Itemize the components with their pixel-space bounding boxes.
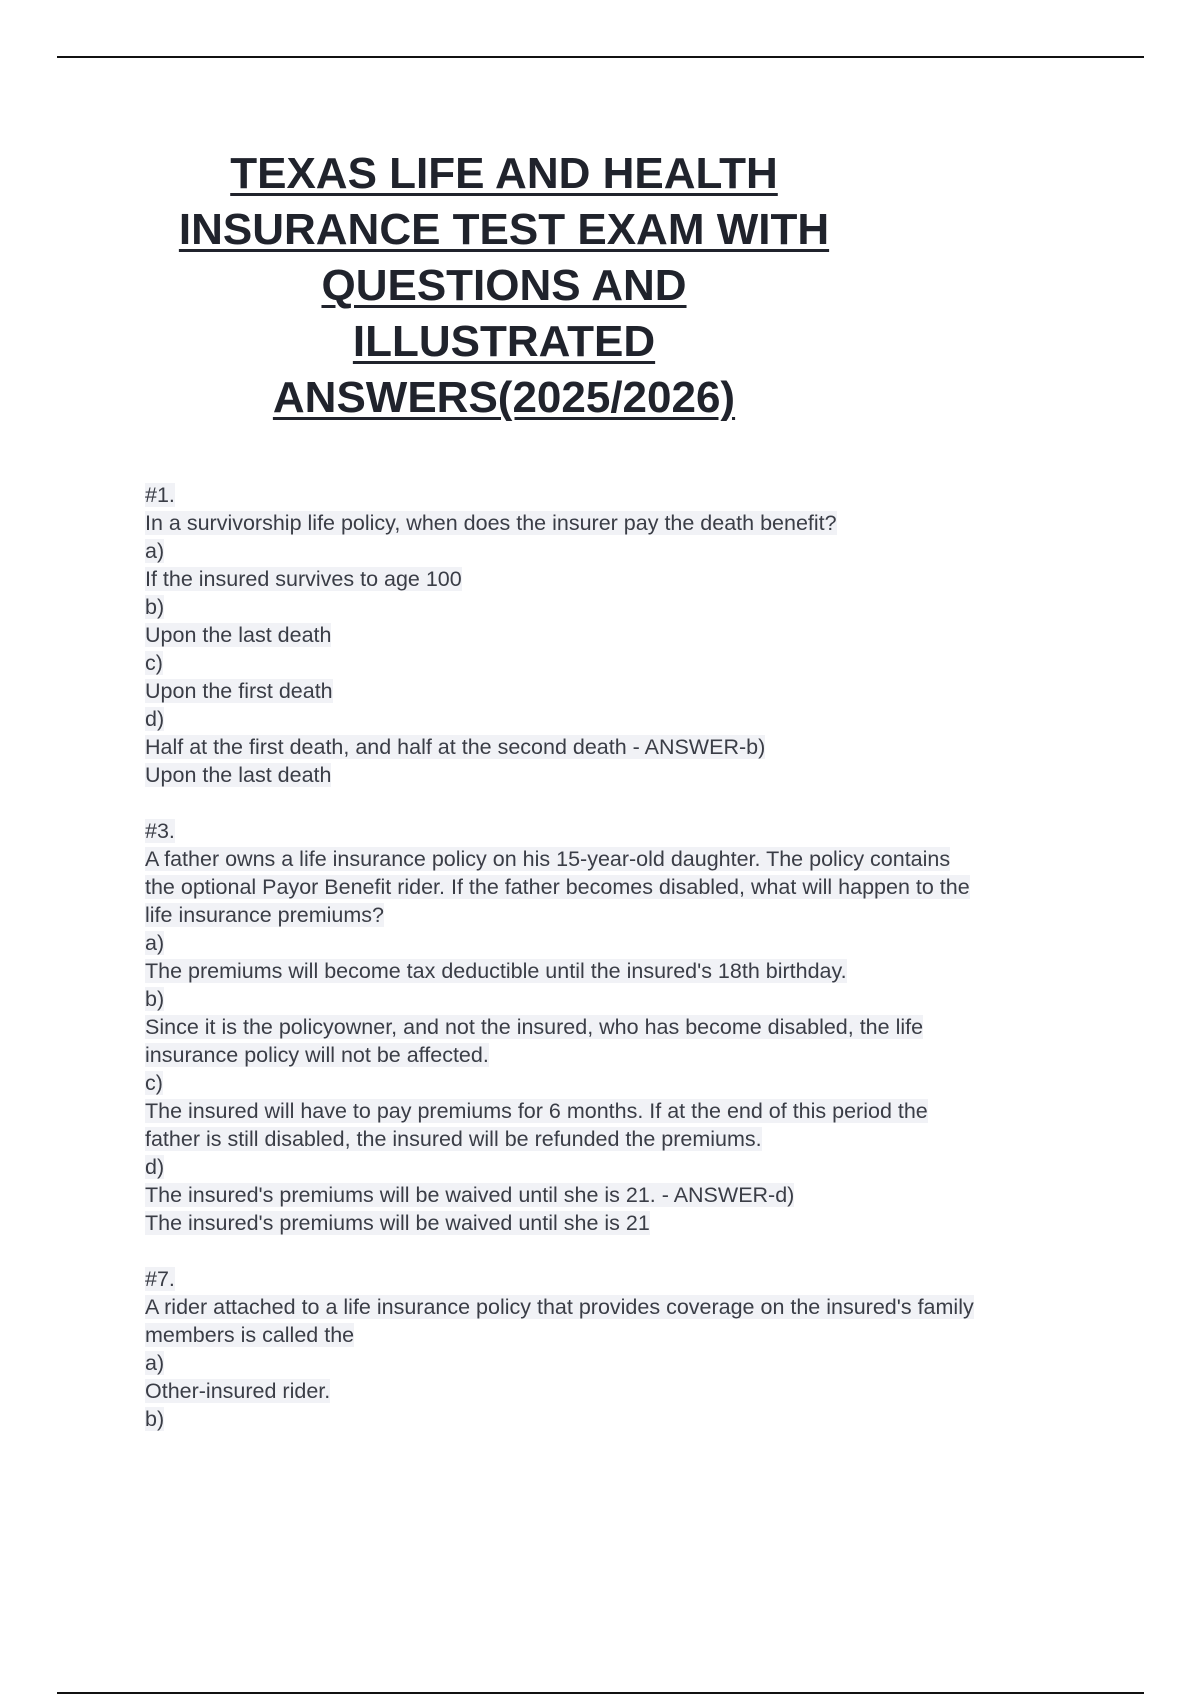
title-line	[124, 146, 884, 202]
title-line-text: ILLUSTRATED	[352, 317, 656, 366]
option-text: The insured's premiums will be waived until she is 21. - ANSWER-d)	[145, 1183, 795, 1207]
option-text: insurance policy will not be affected.	[145, 1043, 489, 1067]
question-prompt: members is called the	[145, 1323, 355, 1347]
title-line	[124, 258, 884, 314]
option-letter: b)	[145, 987, 165, 1011]
option-text: Since it is the policyowner, and not the insured, who has become disabled, the life	[145, 1015, 924, 1039]
option-text: Upon the first death	[145, 679, 333, 703]
option-letter: b)	[145, 1407, 165, 1431]
question-item	[145, 1265, 1085, 1433]
option-letter: d)	[145, 707, 165, 731]
option-text: The insured will have to pay premiums for 6 months. If at the end of this period the	[145, 1099, 928, 1123]
option-letter: a)	[145, 1351, 165, 1375]
title-line	[124, 202, 884, 258]
title-line-text: ANSWERS(2025/2026)	[272, 373, 736, 422]
option-text: If the insured survives to age 100	[145, 567, 462, 591]
question-prompt: the optional Payor Benefit rider. If the father becomes disabled, what will happen to the	[145, 875, 970, 899]
option-text: Other-insured rider.	[145, 1379, 331, 1403]
answer-text: Upon the last death	[145, 763, 332, 787]
question-list	[145, 481, 1085, 1461]
question-prompt: In a survivorship life policy, when does the insurer pay the death benefit?	[145, 511, 837, 535]
question-item	[145, 817, 1085, 1237]
option-letter: a)	[145, 539, 165, 563]
option-text: father is still disabled, the insured will be refunded the premiums.	[145, 1127, 762, 1151]
option-letter: d)	[145, 1155, 165, 1179]
title-line-text: QUESTIONS AND	[321, 261, 687, 310]
answer-text: The insured's premiums will be waived until she is 21	[145, 1211, 650, 1235]
question-prompt: life insurance premiums?	[145, 903, 384, 927]
document-title	[124, 146, 884, 426]
option-text: Upon the last death	[145, 623, 332, 647]
option-text: The premiums will become tax deductible until the insured's 18th birthday.	[145, 959, 847, 983]
option-letter: b)	[145, 595, 165, 619]
option-letter: c)	[145, 1071, 163, 1095]
question-number: #1.	[145, 483, 175, 507]
question-number: #3.	[145, 819, 175, 843]
option-letter: a)	[145, 931, 165, 955]
question-prompt: A rider attached to a life insurance policy that provides coverage on the insured's family	[145, 1295, 974, 1319]
title-line	[124, 370, 884, 426]
option-text: Half at the first death, and half at the second death - ANSWER-b)	[145, 735, 766, 759]
bottom-rule	[57, 1692, 1144, 1694]
question-item	[145, 481, 1085, 789]
title-line	[124, 314, 884, 370]
top-rule	[57, 56, 1144, 58]
question-number: #7.	[145, 1267, 175, 1291]
question-prompt: A father owns a life insurance policy on his 15-year-old daughter. The policy contains	[145, 847, 951, 871]
title-line-text: INSURANCE TEST EXAM WITH	[178, 205, 830, 254]
title-line-text: TEXAS LIFE AND HEALTH	[230, 149, 778, 198]
option-letter: c)	[145, 651, 163, 675]
